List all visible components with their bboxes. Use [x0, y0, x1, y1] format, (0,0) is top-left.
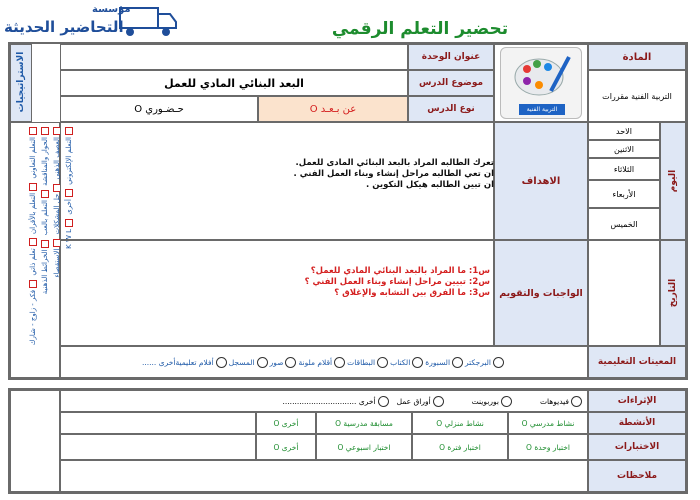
assessment-text[interactable] [70, 266, 490, 299]
logo-line1: مؤسسة [92, 4, 131, 15]
strategy-item[interactable]: الاستقصاء [53, 248, 61, 278]
strategy-item[interactable]: الحوار والمناقشة [41, 137, 49, 186]
strategy-item[interactable]: K W L [65, 228, 73, 249]
strategy-item[interactable]: التعلم الإلكتروني [65, 137, 73, 185]
enrichment-list [62, 390, 584, 412]
aid-item[interactable]: الكتاب [390, 357, 411, 367]
notes-value[interactable] [60, 460, 588, 492]
strategy-item[interactable]: تعلم ذاتي [29, 248, 37, 276]
subject-label: المادة [588, 44, 686, 70]
date-value[interactable] [588, 240, 660, 346]
enrichment-label: الإثراءات [588, 390, 686, 412]
aid-item[interactable]: البطاقات [347, 357, 376, 367]
objective-line: تعرك الطالبه المراد بالبعد البنائي المادى للعمل. [295, 158, 494, 168]
lesson-label: موضوع الدرس [408, 70, 494, 96]
enrichment-item[interactable]: فيديوهات [539, 396, 569, 406]
objectives-text[interactable] [70, 158, 494, 191]
assessment-line: س3: ما الفرق بين التشابه والإغلاق ؟ [334, 288, 490, 298]
strategy-item[interactable]: التعلم بالعب [41, 200, 49, 236]
day-monday-label: الاثنين [614, 144, 634, 154]
enrichment-item[interactable]: أوراق عمل [396, 396, 431, 406]
test-unit[interactable]: اختبار وحدة O [508, 434, 588, 460]
type-inperson[interactable]: حـضـوري O [60, 96, 258, 122]
activity-other[interactable]: أخرى O [256, 412, 316, 434]
notes-label: ملاحظات [588, 460, 686, 492]
strategy-item[interactable]: أخرى [65, 199, 73, 215]
day-thursday-label: الخميس [610, 219, 638, 229]
strategy-item[interactable]: التعلم التعاوني [29, 137, 37, 179]
activity-blank [60, 412, 256, 434]
type-label: نوع الدرس [408, 96, 494, 122]
aid-item[interactable]: صور [269, 357, 284, 367]
aid-item[interactable]: البرجكتر [465, 357, 491, 367]
activity-home[interactable]: نشاط منزلي O [412, 412, 508, 434]
strategy-item[interactable]: التعلم بالأقران [29, 192, 37, 235]
assessment-line: س2: تبيين مراحل إنشاء وبناء العمل الفني ؟ [304, 277, 490, 287]
aid-item[interactable]: أخرى ...... [142, 357, 176, 367]
day-sunday-label: الاحد [616, 126, 632, 136]
day-label: اليوم [668, 169, 678, 193]
lesson-value[interactable]: البعد البنائي المادي للعمل [164, 76, 304, 90]
assessment-label: الواجبات والتقويم [494, 240, 588, 346]
logo-line2: التحاضير الحديثة [4, 18, 124, 36]
aid-item[interactable]: المسجل [228, 357, 255, 367]
day-wednesday-label: الأربعاء [612, 189, 636, 199]
unit-label: عنوان الوحدة [408, 44, 494, 70]
objectives-label: الاهداف [494, 122, 588, 240]
aid-item[interactable]: السبورة [425, 357, 451, 367]
enrichment-item[interactable]: بوربوينت [471, 396, 499, 406]
aid-item[interactable]: أقلام ملونة [298, 357, 333, 367]
type-remote[interactable]: عن بـعـد O [258, 96, 408, 122]
strategy-item[interactable]: الخرائط الذهنية [41, 249, 49, 295]
test-term[interactable]: اختبار فترة O [412, 434, 508, 460]
bottom-left-blank [10, 390, 60, 492]
aid-item[interactable]: أفلام تعليمية [175, 357, 214, 367]
activity-competition[interactable]: مسابقة مدرسية O [316, 412, 412, 434]
objective-line: ان تبين الطالبه هيكل التكوين . [366, 180, 494, 190]
date-label: التاريخ [668, 278, 678, 308]
test-blank [60, 434, 256, 460]
assessment-line: س1: ما المراد بالبعد البنائي المادي للعمل؟ [310, 266, 490, 276]
strategy-item[interactable]: العصف الذهني [53, 137, 61, 180]
subject-value[interactable]: التربية الفنية مقررات [588, 70, 686, 122]
test-weekly[interactable]: اختبار اسبوعي O [316, 434, 412, 460]
aids-label: المعينات التعليمية [588, 346, 686, 378]
unit-value[interactable] [60, 44, 408, 70]
brand-logo [0, 0, 180, 44]
tests-label: الاختبارات [588, 434, 686, 460]
enrichment-item[interactable]: أخرى ............................... [282, 396, 376, 406]
objective-line: ان تعي الطالبه مراحل إنشاء وبناء العمل الفني . [293, 169, 494, 179]
book-caption: التربية الفنية [519, 104, 565, 115]
activities-label: الأنشطة [588, 412, 686, 434]
aids-list [62, 346, 586, 378]
day-tuesday-label: الثلاثاء [613, 164, 635, 174]
book-cover [500, 47, 582, 119]
page-title: تحضير التعلم الرقمي [331, 19, 509, 39]
test-other[interactable]: أخرى O [256, 434, 316, 460]
strategies-label: الاستراتيجيات [16, 51, 26, 113]
activity-school[interactable]: نشاط مدرسي O [508, 412, 588, 434]
palette-icon [511, 51, 573, 101]
strategy-item[interactable]: فكر - زاوج - شارك [29, 289, 37, 346]
strategy-item[interactable]: حل المشكلات [53, 193, 61, 235]
strategies-list [10, 124, 73, 376]
